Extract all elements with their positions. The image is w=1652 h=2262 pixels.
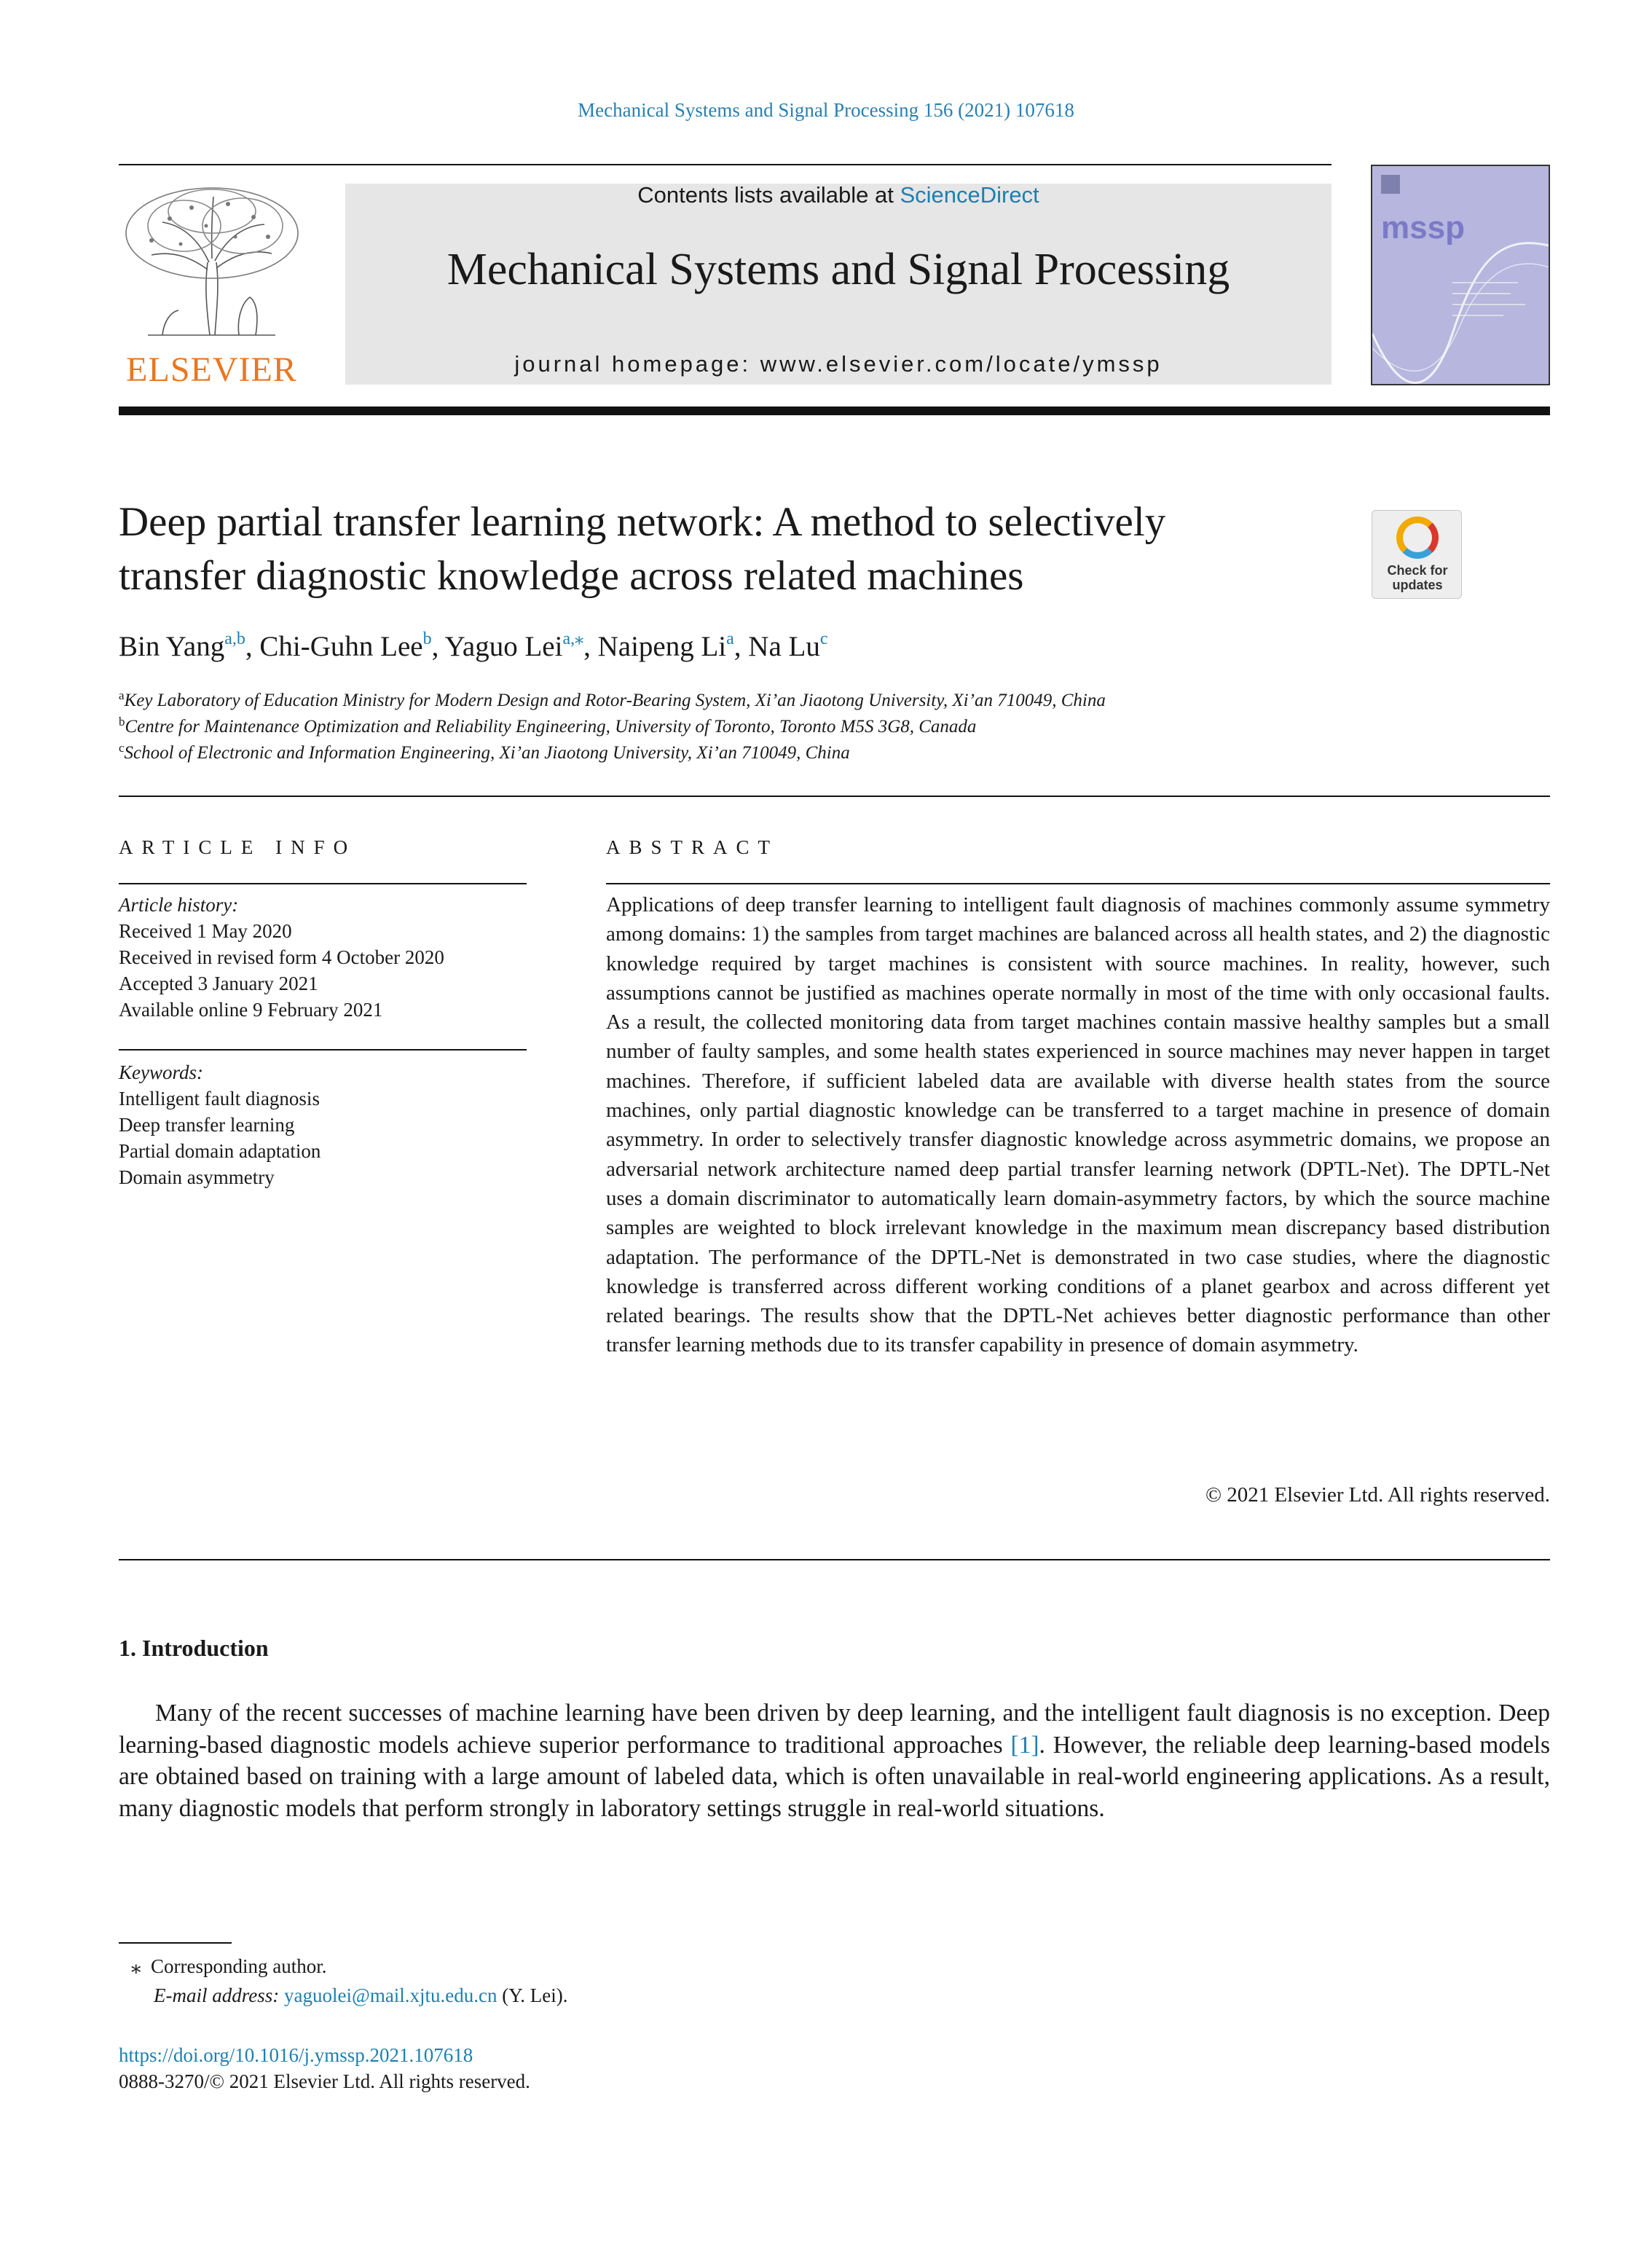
journal-homepage-line bbox=[345, 351, 1332, 377]
intro-text-part-1: Many of the recent successes of machine learning have been driven by deep learning, and the intelligent fault diagnosis is no exception. Deep learning-based diagnostic models achieve superior performance to traditional approaches bbox=[119, 1700, 1550, 1759]
cover-title: mssp bbox=[1381, 210, 1465, 246]
corresponding-author-label: Corresponding author. bbox=[151, 1955, 327, 1977]
history-item: Available online 9 February 2021 bbox=[119, 999, 383, 1021]
author-name[interactable]: Yaguo Lei bbox=[444, 631, 563, 662]
crossmark-label-line-2: updates bbox=[1392, 578, 1443, 592]
author-name[interactable]: Chi-Guhn Lee bbox=[259, 631, 423, 662]
keyword-item: Partial domain adaptation bbox=[119, 1140, 321, 1162]
intro-text-part-2: . However, the reliable deep learning-based models are obtained based on training with a large amount of labeled data, which is often unavailable in real-world engineering applications. As a result, many diagnostic models that perform strongly in laboratory settings struggle in real-world situations. bbox=[119, 1731, 1551, 1822]
doi-link[interactable]: https://doi.org/10.1016/j.ymssp.2021.107618 bbox=[119, 2044, 473, 2066]
affiliation-b bbox=[119, 715, 1546, 737]
elsevier-wordmark: ELSEVIER bbox=[126, 350, 297, 389]
author-name[interactable]: Bin Yang bbox=[119, 631, 225, 662]
homepage-url[interactable]: www.elsevier.com/locate/ymssp bbox=[760, 351, 1163, 377]
affiliation-marker: c bbox=[119, 741, 125, 755]
author-affiliation-marker[interactable]: a,b bbox=[224, 629, 245, 648]
article-info-rule bbox=[119, 883, 527, 884]
author-name[interactable]: Naipeng Li bbox=[597, 631, 727, 662]
keywords-rule bbox=[119, 1049, 527, 1051]
email-suffix: (Y. Lei). bbox=[502, 1984, 568, 2006]
affiliations-bottom-rule bbox=[119, 796, 1550, 797]
article-history-label: Article history: bbox=[119, 894, 239, 916]
author-affiliation-marker[interactable]: b bbox=[422, 629, 432, 648]
article-history bbox=[119, 892, 527, 1023]
check-for-updates-button[interactable] bbox=[1372, 510, 1462, 599]
keyword-item: Intelligent fault diagnosis bbox=[119, 1088, 320, 1110]
reference-link-1[interactable]: [1] bbox=[1010, 1731, 1039, 1759]
affiliation-text: Centre for Maintenance Optimization and Reliability Engineering, University of Toronto, Toronto M5S 3G8, Canada bbox=[125, 717, 977, 737]
introduction-paragraph bbox=[119, 1697, 1550, 1824]
article-title bbox=[119, 495, 1342, 603]
keyword-item: Domain asymmetry bbox=[119, 1166, 275, 1188]
abstract-heading: ABSTRACT bbox=[606, 836, 779, 858]
keyword-item: Deep transfer learning bbox=[119, 1114, 295, 1136]
footnote-corresponding bbox=[131, 1955, 326, 1978]
sciencedirect-link[interactable]: ScienceDirect bbox=[900, 182, 1039, 208]
affiliation-text: School of Electronic and Information Engineering, Xi’an Jiaotong University, Xi’an 710049, China bbox=[124, 743, 850, 763]
affiliation-a bbox=[119, 688, 1546, 711]
abstract-text: Applications of deep transfer learning to intelligent fault diagnosis of machines commonly assume symmetry among domains: 1) the samples from target machines are balanced across all health states, and 2) the diagnostic knowledge required by target machines is consistent with source machines. In reality, however, such assumptions cannot be justified as machines operate normally in most of the time with only occasional faults. As a result, the collected monitoring data from target machines contain massive healthy samples but a small number of faulty samples, and some health states experienced in source machines may never happen in target machines. Therefore, if sufficient labeled data are available with diverse health states from the source machines, only partial diagnostic knowledge can be transferred to a target machine in presence of domain asymmetry. In order to selectively transfer diagnostic knowledge across asymmetric domains, we propose an adversarial network architecture named deep partial transfer learning network (DPTL-Net). The DPTL-Net uses a domain discriminator to automatically learn domain-asymmetry factors, by which the source machine samples are weighted to block irrelevant knowledge in the maximum mean discrepancy based distribution adaptation. The performance of the DPTL-Net is demonstrated in two case studies, where the diagnostic knowledge is transferred across different working conditions of a planet gearbox and across different yet related bearings. The results show that the DPTL-Net achieves better diagnostic performance than other transfer learning methods due to its transfer capability in presence of domain asymmetry. bbox=[606, 893, 1550, 1357]
crossmark-label bbox=[1372, 563, 1463, 592]
header-top-rule bbox=[119, 164, 1332, 165]
author-name[interactable]: Na Lu bbox=[748, 631, 820, 662]
history-item: Received 1 May 2020 bbox=[119, 920, 292, 942]
history-item: Accepted 3 January 2021 bbox=[119, 973, 318, 994]
abstract-copyright: © 2021 Elsevier Ltd. All rights reserved. bbox=[1205, 1483, 1550, 1507]
contents-available-line bbox=[345, 182, 1332, 208]
homepage-prefix: journal homepage: bbox=[514, 351, 760, 377]
abstract-bottom-rule bbox=[119, 1559, 1550, 1560]
journal-cover-thumbnail[interactable] bbox=[1371, 165, 1550, 385]
section-heading-introduction: 1. Introduction bbox=[119, 1635, 269, 1661]
email-label: E-mail address: bbox=[154, 1984, 280, 2006]
issn-copyright: 0888-3270/© 2021 Elsevier Ltd. All rights reserved. bbox=[119, 2070, 530, 2092]
cover-wave-graphic bbox=[1372, 166, 1550, 385]
affiliation-marker: b bbox=[119, 715, 125, 729]
article-title-line-1: Deep partial transfer learning network: A method to selectively bbox=[119, 499, 1166, 545]
affiliation-c bbox=[119, 741, 1546, 763]
journal-title: Mechanical Systems and Signal Processing bbox=[447, 245, 1230, 294]
affiliation-marker: a bbox=[119, 688, 125, 702]
author-affiliation-marker[interactable]: c bbox=[819, 629, 828, 648]
footnote-marker: ⁎ bbox=[131, 1955, 141, 1977]
contents-prefix: Contents lists available at bbox=[637, 182, 900, 208]
header-thick-rule bbox=[119, 407, 1550, 415]
crossmark-label-line-1: Check for bbox=[1387, 563, 1448, 578]
email-link[interactable]: yaguolei@mail.xjtu.edu.cn bbox=[283, 1984, 497, 2006]
keywords-label: Keywords: bbox=[119, 1061, 203, 1083]
keywords-block bbox=[119, 1059, 527, 1190]
author-list: Bin Yang$^{a,b}$, Chi-Guhn Lee$^b$, Yaguo Lei$^{a,⁎}$, Naipeng Li$^a$, Na Lu$^c$ bbox=[119, 629, 828, 662]
article-title-line-2: transfer diagnostic knowledge across related machines bbox=[119, 553, 1024, 599]
crossmark-icon bbox=[1396, 517, 1439, 559]
article-info-heading: ARTICLE INFO bbox=[119, 836, 357, 858]
history-item: Received in revised form 4 October 2020 bbox=[119, 946, 444, 968]
journal-reference[interactable]: Mechanical Systems and Signal Processing 156 (2021) 107618 bbox=[578, 99, 1074, 121]
abstract-rule bbox=[606, 883, 1550, 884]
author-affiliation-marker[interactable]: a bbox=[726, 629, 734, 648]
footnote-email bbox=[154, 1984, 568, 2007]
footnote-rule bbox=[119, 1942, 232, 1944]
affiliation-text: Key Laboratory of Education Ministry for Modern Design and Rotor-Bearing System, Xi’an Jiaotong University, Xi’an 710049, China bbox=[124, 691, 1106, 710]
author-affiliation-marker[interactable]: a,⁎ bbox=[562, 629, 584, 648]
